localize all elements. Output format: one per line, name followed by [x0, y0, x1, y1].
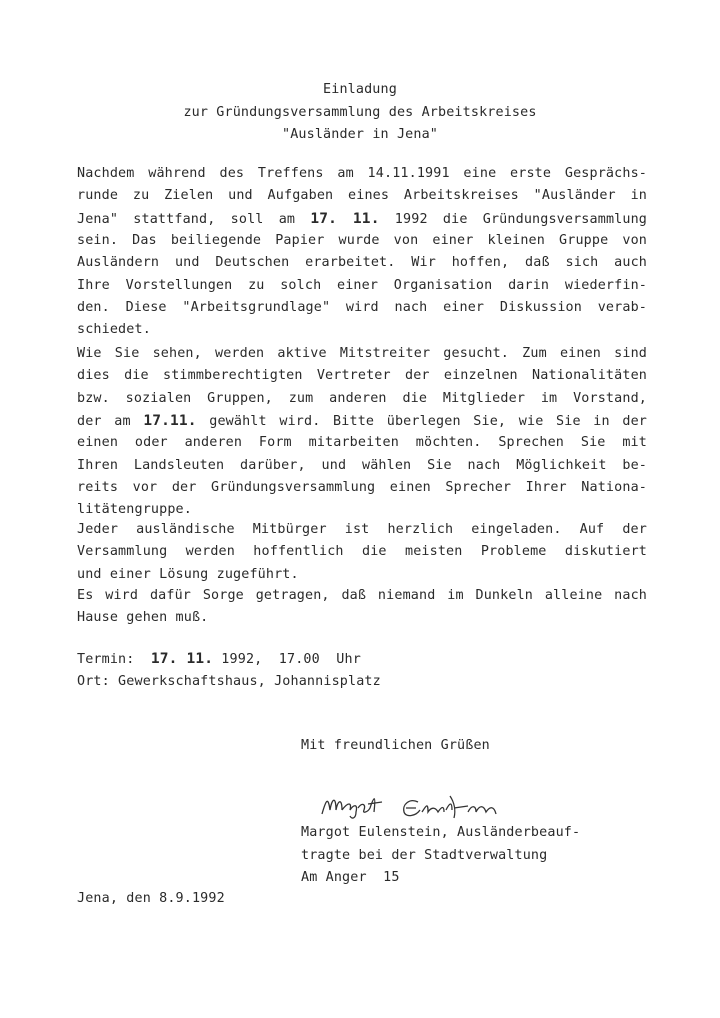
body-text: Jena" stattfand, soll am	[77, 211, 311, 227]
body-line	[77, 480, 647, 495]
body-text: und einer Lösung zugeführt.	[77, 566, 299, 582]
body-line	[77, 567, 299, 582]
body-text: Nachdem während des Treffens am 14.11.1991 eine erste Gesprächs-	[77, 166, 647, 181]
body-text: Wie Sie sehen, werden aktive Mitstreiter gesucht. Zum einen sind	[77, 346, 647, 361]
ort-line: Ort: Gewerkschaftshaus, Johannisplatz	[77, 674, 381, 689]
body-line	[77, 368, 647, 383]
body-line	[77, 588, 647, 603]
body-line	[77, 391, 647, 406]
body-text: gewählt wird. Bitte überlegen Sie, wie Sie in der	[196, 413, 647, 429]
body-text: reits vor der Gründungsversammlung einen Sprecher Ihrer Nationa-	[77, 479, 647, 495]
termin-time: 1992, 17.00 Uhr	[213, 652, 361, 667]
body-text: Ausländern und Deutschen erarbeitet. Wir hoffen, daß sich auch	[77, 255, 647, 271]
place-date: Jena, den 8.9.1992	[77, 891, 225, 906]
body-text: Es wird dafür Sorge getragen, daß niemand im Dunkeln alleine nach	[77, 588, 647, 603]
signer-name: Margot Eulenstein, Ausländerbeauf-	[301, 825, 581, 840]
body-line	[77, 435, 647, 450]
body-text: Jeder ausländische Mitbürger ist herzlich eingeladen. Auf der	[77, 522, 647, 537]
body-text: dies die stimmberechtigten Vertreter der einzelnen Nationalitäten	[77, 368, 647, 384]
body-line	[77, 233, 647, 248]
body-text: litätengruppe.	[77, 502, 192, 518]
body-text: runde zu Zielen und Aufgaben eines Arbeitskreises "Ausländer in	[77, 188, 647, 204]
body-line	[77, 255, 647, 270]
body-line	[77, 346, 647, 361]
body-text: der am	[77, 413, 144, 429]
body-line	[77, 544, 647, 559]
body-text: Versammlung werden hoffentlich die meisten Probleme diskutiert	[77, 544, 647, 560]
body-line	[77, 502, 192, 517]
body-line	[77, 300, 647, 315]
body-line	[77, 610, 208, 625]
signer-address: Am Anger 15	[301, 870, 400, 885]
greeting: Mit freundlichen Grüßen	[301, 738, 490, 753]
date-emphasis: 17.11.	[143, 412, 197, 429]
body-line	[77, 322, 151, 337]
body-text: Ihre Vorstellungen zu solch einer Organisation darin wiederfin-	[77, 277, 647, 293]
signer-office: tragte bei der Stadtverwaltung	[301, 848, 548, 863]
body-text: 1992 die Gründungsversammlung	[379, 211, 647, 227]
body-text: einen oder anderen Form mitarbeiten möchten. Sprechen Sie mit	[77, 435, 647, 451]
body-text: sein. Das beiliegende Papier wurde von einer kleinen Gruppe von	[77, 232, 647, 248]
body-line	[77, 188, 647, 203]
termin-label: Termin:	[77, 652, 135, 667]
body-line	[77, 458, 647, 473]
body-text: bzw. sozialen Gruppen, zum anderen die Mitglieder im Vorstand,	[77, 390, 647, 406]
doc-subtitle: zur Gründungsversammlung des Arbeitskreises	[183, 105, 537, 120]
body-text: Ihren Landsleuten darüber, und wählen Sie nach Möglichkeit be-	[77, 457, 647, 473]
body-line	[77, 211, 647, 227]
termin-date: 17. 11.	[150, 651, 214, 667]
signature-image	[318, 788, 568, 822]
body-line	[77, 522, 647, 537]
body-text: den. Diese "Arbeitsgrundlage" wird nach einer Diskussion verab-	[77, 299, 647, 315]
termin-line	[77, 651, 361, 667]
body-text: Hause gehen muß.	[77, 610, 209, 626]
doc-title: Einladung	[323, 82, 397, 97]
body-line	[77, 278, 647, 293]
doc-subtitle-name: "Ausländer in Jena"	[281, 127, 439, 142]
date-emphasis: 17. 11.	[310, 210, 380, 227]
body-line	[77, 413, 647, 429]
body-line	[77, 166, 647, 181]
body-text: schiedet.	[77, 322, 151, 338]
